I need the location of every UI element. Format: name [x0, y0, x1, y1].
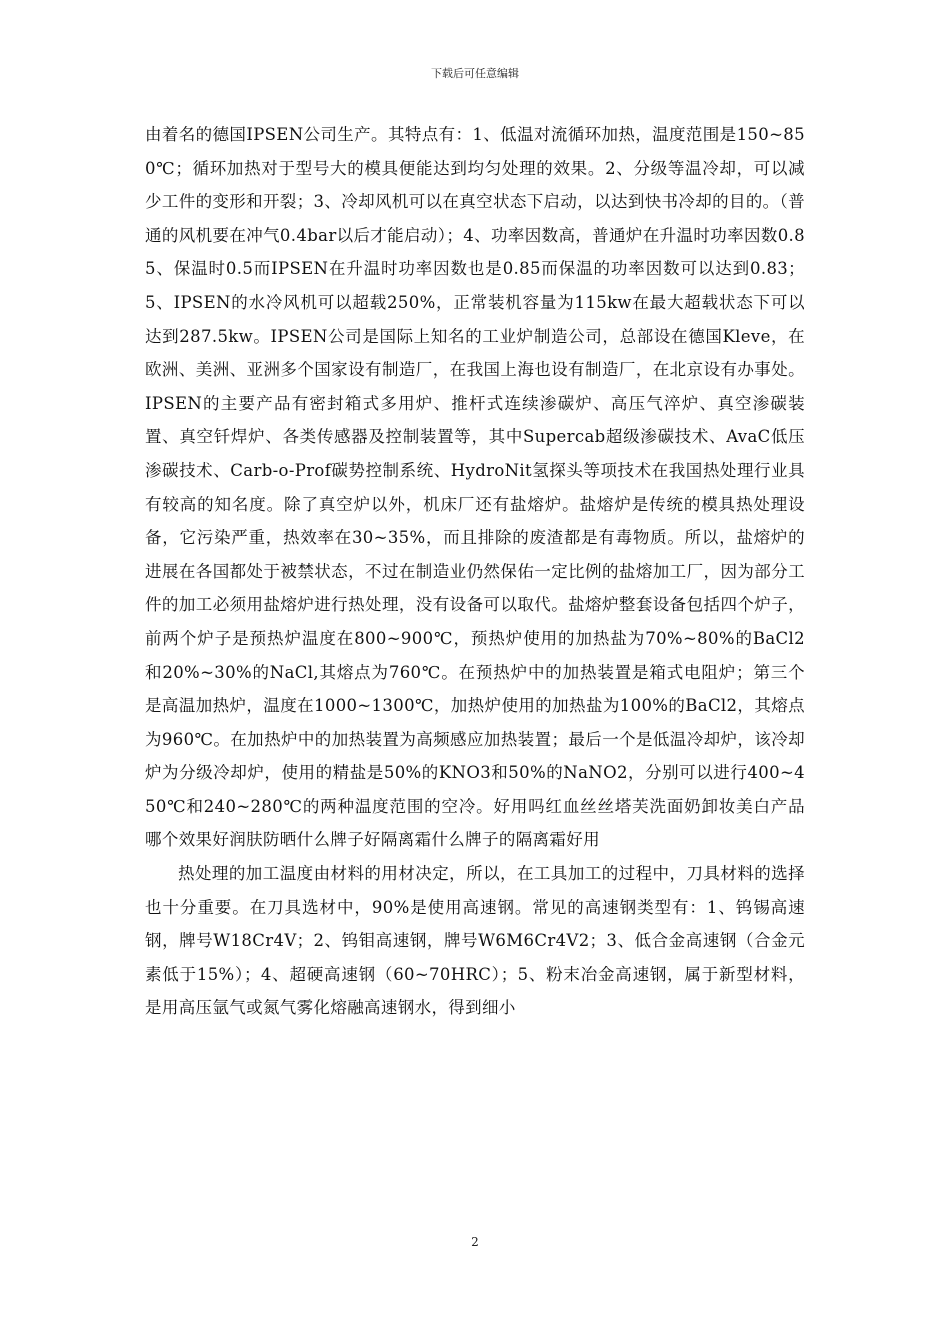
document-body — [145, 118, 805, 1025]
page-number: 2 — [471, 1235, 479, 1249]
page-header: 下载后可任意编辑 — [431, 67, 519, 80]
body-paragraph-2: 热处理的加工温度由材料的用材决定，所以，在工具加工的过程中，刀具材料的选择也十分重要。在刀具选材中，90%是使用高速钢。常见的高速钢类型有：1、钨锡高速钢，牌号W18Cr4V；2、钨钼高速钢，牌号W6M6Cr4V2；3、低合金高速钢（合金元素低于15%）；4、超硬高速钢（60~70HRC）；5、粉末冶金高速钢，属于新型材料，是用高压氩气或氮气雾化熔融高速钢水，得到细小 — [145, 864, 805, 1018]
body-paragraph-1: 由着名的德国IPSEN公司生产。其特点有：1、低温对流循环加热，温度范围是150~850℃；循环加热对于型号大的模具便能达到均匀处理的效果。2、分级等温冷却，可以减少工件的变形和开裂；3、冷却风机可以在真空状态下启动，以达到快书冷却的目的。（普通的风机要在冲气0.4bar以后才能启动）；4、功率因数高，普通炉在升温时功率因数0.85、保温时0.5而IPSEN在升温时功率因数也是0.85而保温的功率因数可以达到0.83；5、IPSEN的水冷风机可以超载250%，正常装机容量为115kw在最大超载状态下可以达到287.5kw。IPSEN公司是国际上知名的工业炉制造公司，总部设在德国Kleve，在欧洲、美洲、亚洲多个国家设有制造厂，在我国上海也设有制造厂，在北京设有办事处。IPSEN的主要产品有密封箱式多用炉、推杆式连续渗碳炉、高压气淬炉、真空渗碳装置、真空钎焊炉、各类传感器及控制装置等，其中Supercab超级渗碳技术、AvaC低压渗碳技术、Carb-o-Prof碳势控制系统、HydroNit氢探头等项技术在我国热处理行业具有较高的知名度。除了真空炉以外，机床厂还有盐熔炉。盐熔炉是传统的模具热处理设备，它污染严重，热效率在30~35%，而且排除的废渣都是有毒物质。所以，盐熔炉的进展在各国都处于被禁状态，不过在制造业仍然保佑一定比例的盐熔加工厂，因为部分工件的加工必须用盐熔炉进行热处理，没有设备可以取代。盐熔炉整套设备包括四个炉子，前两个炉子是预热炉温度在800~900℃，预热炉使用的加热盐为70%~80%的BaCl2和20%~30%的NaCl,其熔点为760℃。在预热炉中的加热装置是箱式电阻炉；第三个是高温加热炉，温度在1000~1300℃，加热炉使用的加热盐为100%的BaCl2，其熔点为960℃。在加热炉中的加热装置为高频感应加热装置；最后一个是低温冷却炉，该冷却炉为分级冷却炉，使用的精盐是50%的KNO3和50%的NaNO2，分别可以进行400~450℃和240~280℃的两种温度范围的空冷。好用吗红血丝丝塔芙洗面奶卸妆美白产品哪个效果好润肤防晒什么牌子好隔离霜什么牌子的隔离霜好用 — [145, 125, 805, 850]
